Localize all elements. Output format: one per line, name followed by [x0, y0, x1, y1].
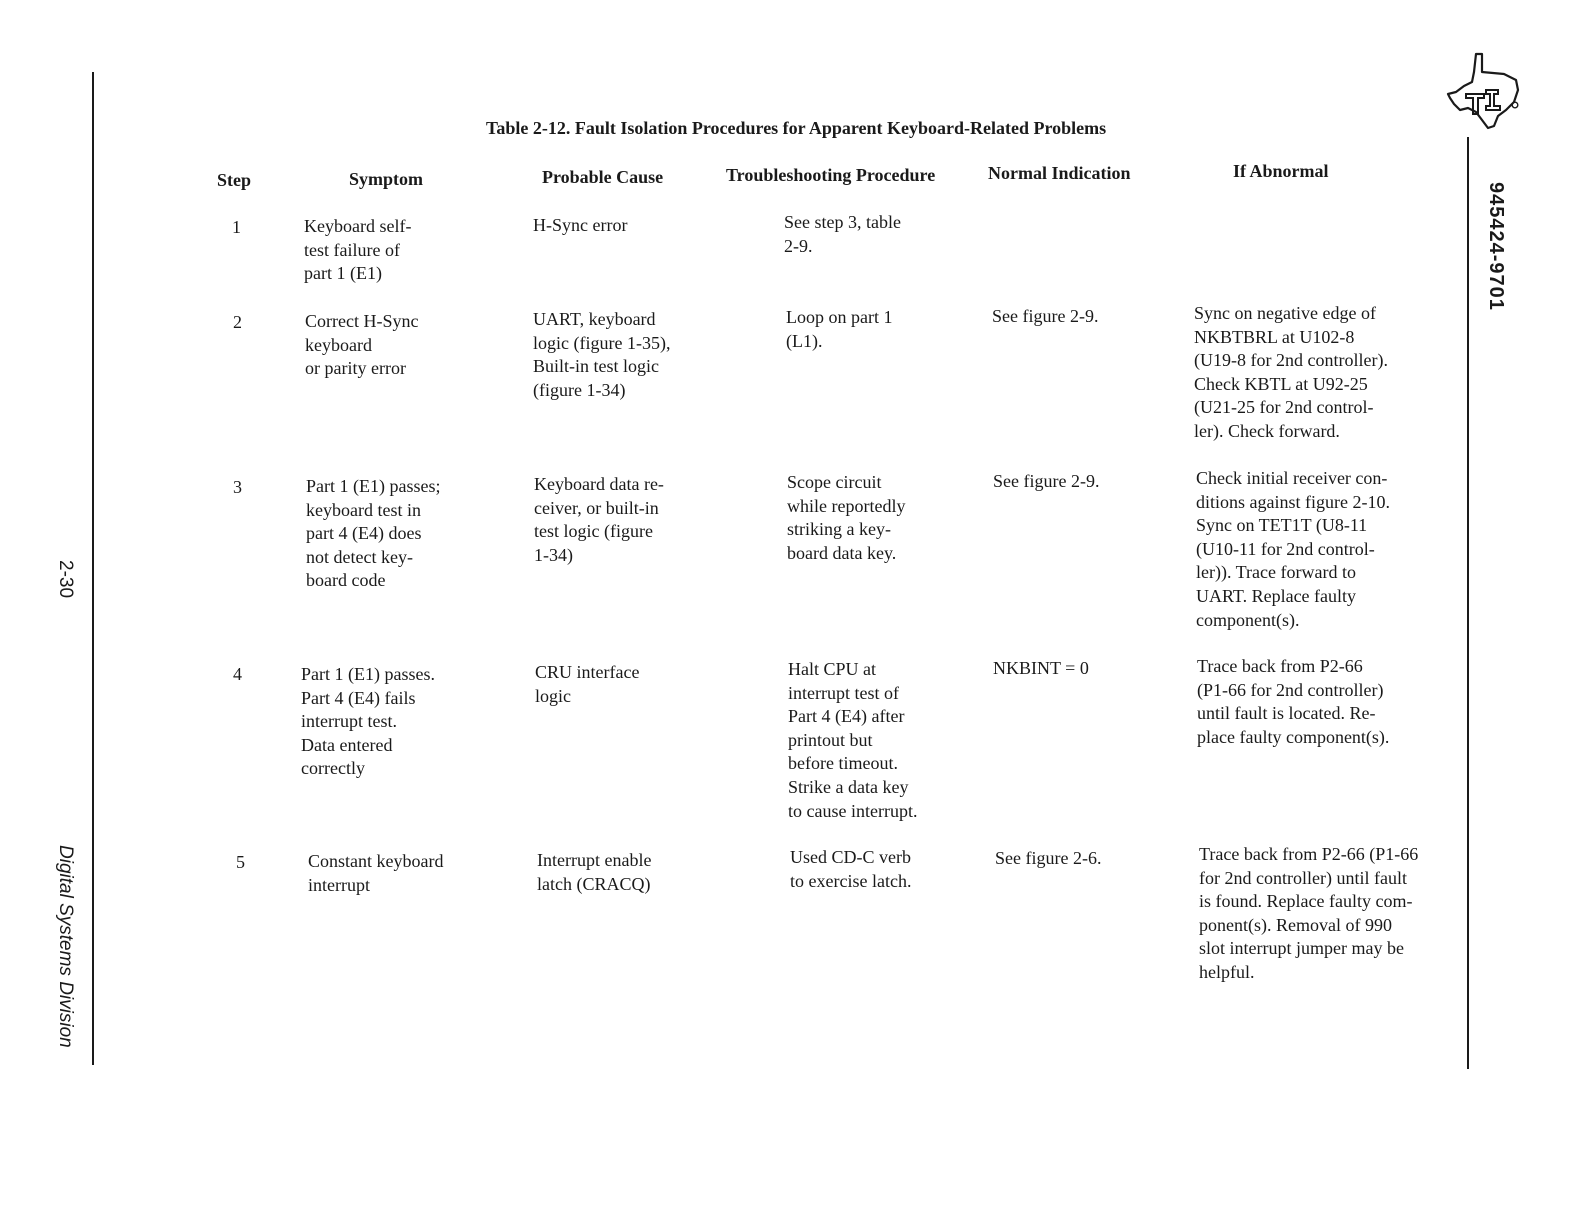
row-2-cause: UART, keyboard logic (figure 1-35), Built-in test logic (figure 1-34)	[533, 309, 671, 400]
row-4-step: 4	[233, 664, 242, 684]
row-5-cause: Interrupt enable latch (CRACQ)	[537, 850, 652, 894]
header-symptom: Symptom	[349, 169, 424, 189]
header-troubleshooting-procedure: Troubleshooting Procedure	[726, 165, 936, 185]
row-3-procedure: Scope circuit while reportedly striking a key- board data key.	[787, 472, 906, 563]
row-1-cause: H-Sync error	[533, 215, 628, 235]
row-4-normal: NKBINT = 0	[993, 658, 1089, 678]
row-3-symptom: Part 1 (E1) passes; keyboard test in part 4 (E4) does not detect key- board code	[306, 476, 441, 591]
header-normal-indication: Normal Indication	[988, 163, 1131, 183]
row-2-symptom: Correct H-Sync keyboard or parity error	[305, 311, 419, 379]
row-5-procedure: Used CD-C verb to exercise latch.	[790, 847, 912, 891]
row-2-normal: See figure 2-9.	[992, 306, 1099, 326]
row-3-step: 3	[233, 477, 242, 497]
row-2-procedure: Loop on part 1 (L1).	[786, 307, 893, 351]
division-label: Digital Systems Division	[55, 845, 76, 1048]
row-3-cause: Keyboard data re- ceiver, or built-in test logic (figure 1-34)	[534, 474, 664, 565]
header-if-abnormal: If Abnormal	[1233, 161, 1329, 181]
row-1-step: 1	[232, 217, 241, 237]
row-4-cause: CRU interface logic	[535, 662, 640, 706]
texas-instruments-logo	[1442, 50, 1522, 132]
row-4-symptom: Part 1 (E1) passes. Part 4 (E4) fails interrupt test. Data entered correctly	[301, 664, 435, 779]
row-5-step: 5	[236, 852, 245, 872]
page-number: 2-30	[55, 560, 76, 599]
row-5-symptom: Constant keyboard interrupt	[308, 851, 444, 895]
table-title: Table 2-12. Fault Isolation Procedures for Apparent Keyboard-Related Problems	[486, 118, 1107, 138]
row-3-normal: See figure 2-9.	[993, 471, 1100, 491]
header-probable-cause: Probable Cause	[542, 167, 664, 187]
row-1-procedure: See step 3, table 2-9.	[784, 212, 901, 256]
left-margin-rule	[92, 72, 94, 1065]
row-5-abnormal: Trace back from P2-66 (P1-66 for 2nd controller) until fault is found. Replace faulty com- ponent(s). Removal of 990 slot interrupt jumper may be helpful.	[1199, 844, 1419, 982]
row-4-abnormal: Trace back from P2-66 (P1-66 for 2nd controller) until fault is located. Re- place faulty component(s).	[1197, 656, 1390, 747]
right-margin-rule	[1467, 137, 1469, 1069]
row-2-abnormal: Sync on negative edge of NKBTBRL at U102-8 (U19-8 for 2nd controller). Check KBTL at U92-25 (U21-25 for 2nd control- ler). Check forward.	[1194, 303, 1388, 441]
row-1-symptom: Keyboard self- test failure of part 1 (E1)	[304, 216, 412, 284]
header-step: Step	[217, 170, 252, 190]
row-3-abnormal: Check initial receiver con- ditions against figure 2-10. Sync on TET1T (U8-11 (U10-11 for 2nd control- ler)). Trace forward to UART. Replace faulty component(s).	[1196, 468, 1390, 630]
row-4-procedure: Halt CPU at interrupt test of Part 4 (E4) after printout but before timeout. Strike a data key to cause interrupt.	[788, 659, 918, 821]
row-2-step: 2	[233, 312, 242, 332]
row-5-normal: See figure 2-6.	[995, 848, 1102, 868]
document-number: 945424-9701	[1485, 182, 1507, 311]
